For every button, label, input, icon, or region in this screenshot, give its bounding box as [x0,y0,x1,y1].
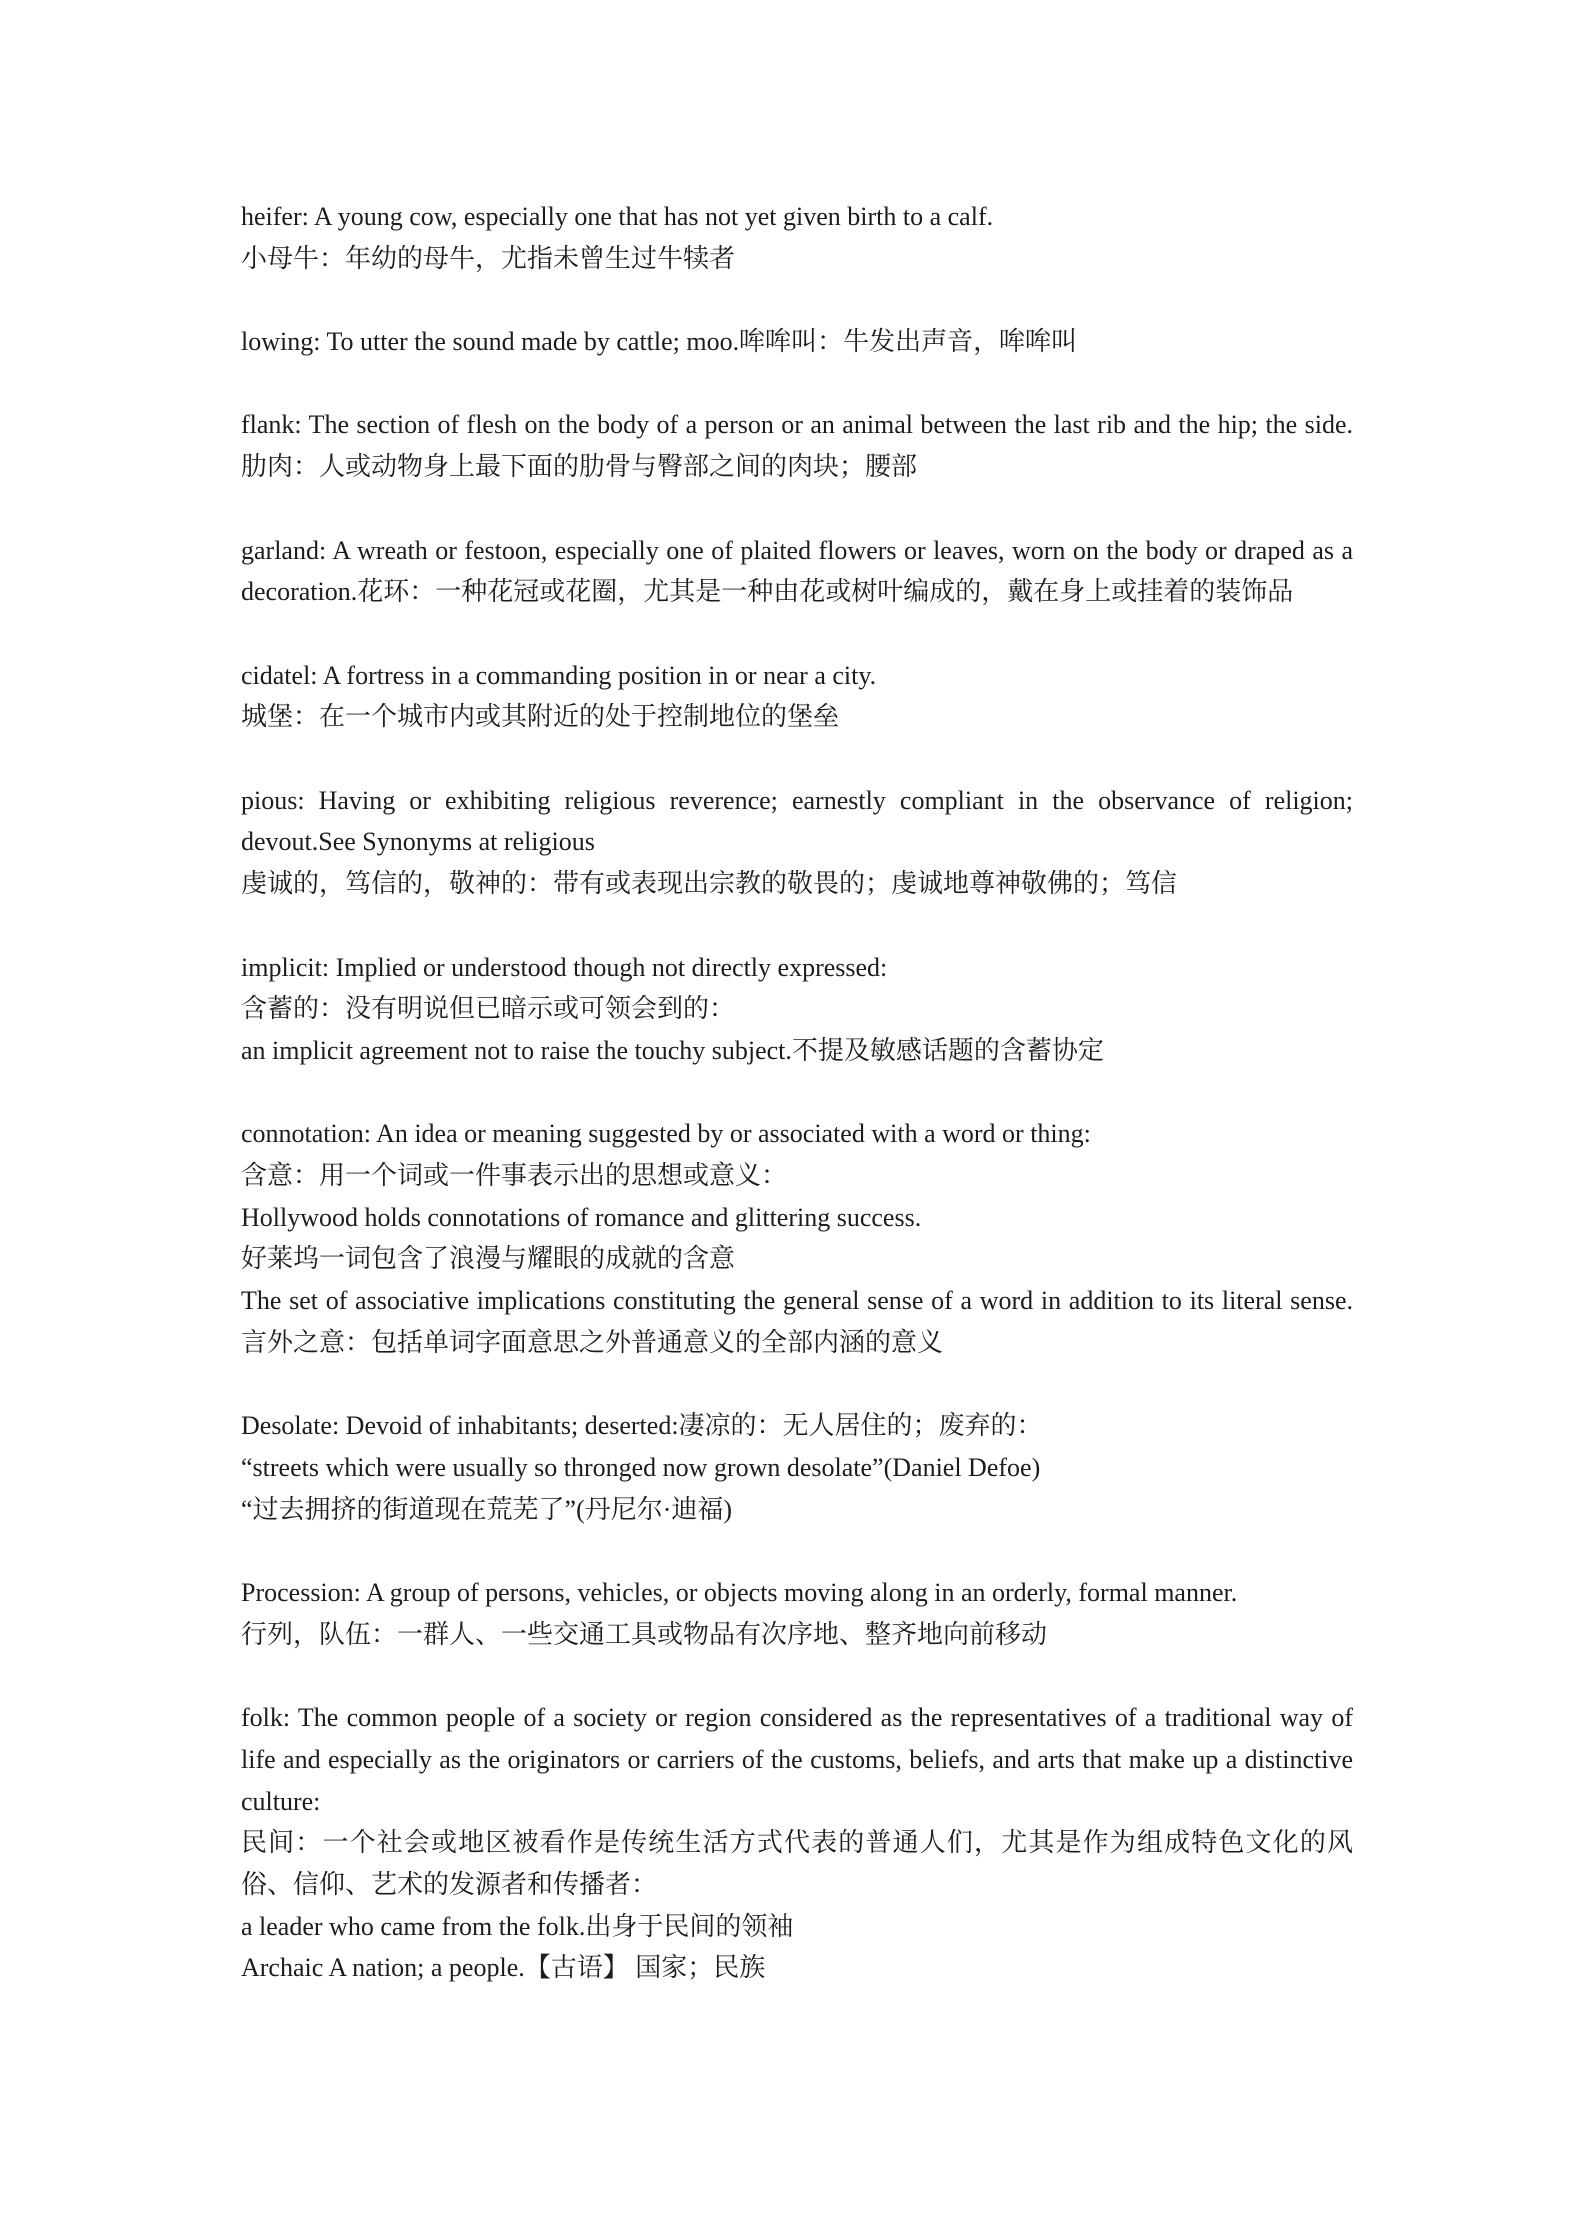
translation-line: 虔诚的，笃信的，敬神的：带有或表现出宗教的敬畏的；虔诚地尊神敬佛的；笃信 [241,869,1178,899]
example-line: Hollywood holds connotations of romance and glittering success. [241,1202,922,1232]
entry-cidatel [241,655,1353,738]
definition-line: implicit: Implied or understood though not directly expressed: [241,952,888,982]
definition-line: heifer: A young cow, especially one that has not yet given birth to a calf. [241,202,994,231]
definition-line: garland: A wreath or festoon, especially one of plaited flowers or leaves, worn on the body or draped as a decoration.花环：一种花冠或花圈，尤其是一种由花或树叶编成的，戴在身上或挂着的装饰品 [241,535,1353,607]
entry-connotation [241,1113,1353,1363]
definition-line: folk: The common people of a society or region considered as the representatives of a traditional way of life and especially as the originators or carriers of the customs, beliefs, and arts that make up a distinctive culture: [241,1703,1353,1816]
example-line: “streets which were usually so thronged now grown desolate”(Daniel Defoe) [241,1452,1041,1482]
entry-lowing [241,321,1353,363]
example-translation-line: 好莱坞一词包含了浪漫与耀眼的成就的含意 [241,1244,736,1274]
translation-line: 含意：用一个词或一件事表示出的思想或意义： [241,1161,788,1191]
entry-flank [241,404,1353,487]
example-translation-line: “过去拥挤的街道现在荒芜了”(丹尼尔·迪福) [241,1494,733,1524]
translation-line: 小母牛：年幼的母牛，尤指未曾生过牛犊者 [241,243,736,273]
translation-line: 民间：一个社会或地区被看作是传统生活方式代表的普通人们，尤其是作为组成特色文化的风俗、信仰、艺术的发源者和传播者： [241,1828,1353,1899]
translation-line: 城堡：在一个城市内或其附近的处于控制地位的堡垒 [241,702,840,732]
translation-line: 行列，队伍：一群人、一些交通工具或物品有次序地、整齐地向前移动 [241,1619,1048,1649]
entry-garland [241,530,1353,613]
entry-implicit [241,947,1353,1072]
definition-line: cidatel: A fortress in a commanding position in or near a city. [241,660,877,690]
translation-line: 含蓄的：没有明说但已暗示或可领会到的： [241,994,736,1024]
entry-folk [241,1697,1353,1989]
definition-line: lowing: To utter the sound made by cattle; moo.哞哞叫：牛发出声音，哞哞叫 [241,327,1078,357]
example-line: a leader who came from the folk.出身于民间的领袖 [241,1911,794,1941]
definition-line: The set of associative implications constituting the general sense of a word in addition to its literal sense.言外之意：包括单词字面意思之外普通意义的全部内涵的意义 [241,1286,1353,1357]
example-line: an implicit agreement not to raise the touchy subject.不提及敏感话题的含蓄协定 [241,1035,1104,1065]
vocabulary-document [241,196,1353,2031]
entry-pious [241,780,1353,905]
definition-line: pious: Having or exhibiting religious reverence; earnestly compliant in the observance of religion; devout.See Synonyms at religious [241,785,1353,857]
entry-procession [241,1572,1353,1655]
definition-line: connotation: An idea or meaning suggested by or associated with a word or thing: [241,1119,1091,1149]
definition-line: Procession: A group of persons, vehicles, or objects moving along in an orderly, formal manner. [241,1578,1238,1608]
archaic-definition-line: Archaic A nation; a people.【古语】 国家；民族 [241,1953,766,1983]
definition-line: Desolate: Devoid of inhabitants; deserted:凄凉的：无人居住的；废弃的： [241,1411,1043,1441]
entry-heifer [241,196,1353,279]
definition-line: flank: The section of flesh on the body of a person or an animal between the last rib and the hip; the side.肋肉：人或动物身上最下面的肋骨与臀部之间的肉块；腰部 [241,410,1353,482]
entry-desolate [241,1405,1353,1530]
